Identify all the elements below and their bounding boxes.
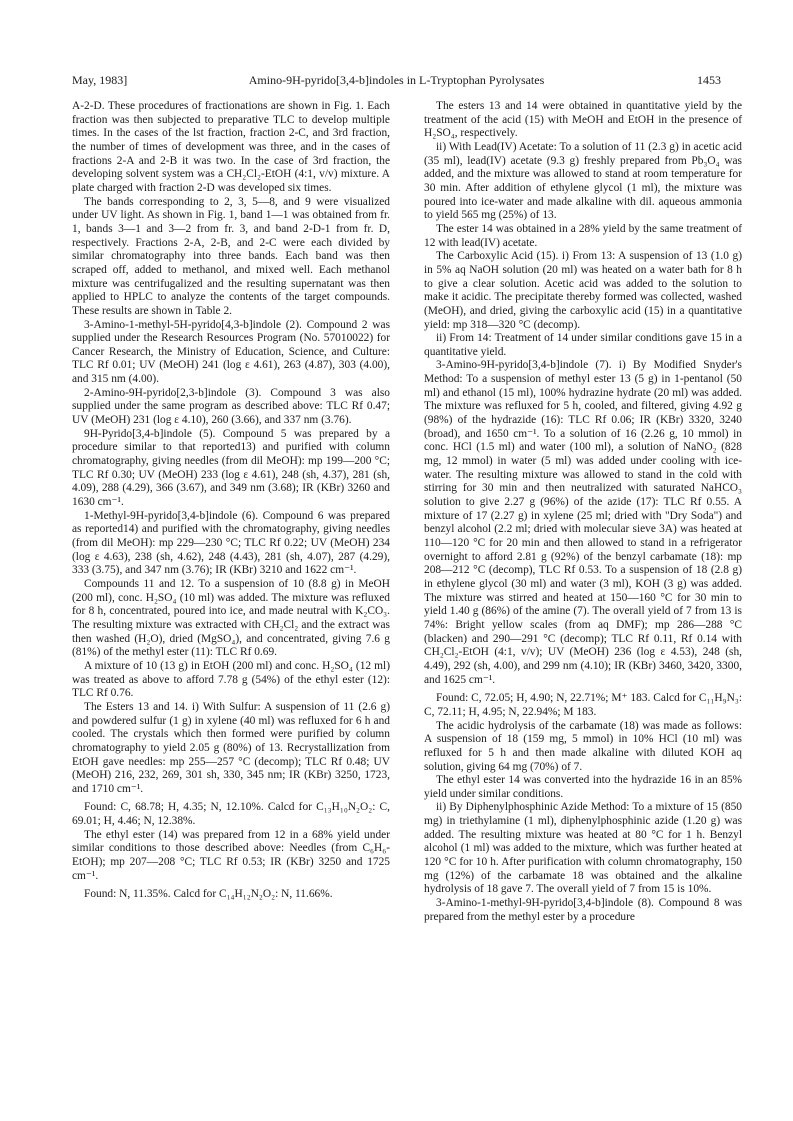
paragraph: The ester 14 was obtained in a 28% yield by the same treatment of 12 with lead(IV) acetate. <box>424 222 742 249</box>
paragraph: 3-Amino-1-methyl-9H-pyrido[3,4-b]indole (8). Compound 8 was prepared from the methyl ester by a procedure <box>424 897 742 923</box>
paragraph: ii) From 14: Treatment of 14 under similar conditions gave 15 in a quantitative yield. <box>424 332 742 358</box>
paragraph: The ethyl ester (14) was prepared from 12 in a 68% yield under similar conditions to those described above: Needles (from C₆H₆-EtOH); mp 207—208 °C; TLC Rf 0.53; IR (KBr) 3250 and 1725 cm⁻¹. <box>72 828 390 882</box>
paragraph: 1-Methyl-9H-pyrido[3,4-b]indole (6). Compound 6 was prepared as reported14) and purified with the chromatography, giving needles (from dil MeOH): mp 229—230 °C; TLC Rf 0.22; UV (MeOH) 234 (log ε 4.63), 238 (sh, 4.62), 248 (4.43), 281 (sh, 4.07), 287 (4.29), 333 (3.75), and 347 nm (3.76); IR (KBr) 3210 and 1622 cm⁻¹. <box>72 509 390 577</box>
page-number: 1453 <box>697 73 721 87</box>
paragraph: The Carboxylic Acid (15). i) From 13: A suspension of 13 (1.0 g) in 5% aq NaOH solution (20 ml) was heated on a water bath for 8 h to give a clear solution. Acetic acid was added to the solution to make it acidic. The precipitate thereby formed was collected, washed (MeOH), and dried, giving the carboxylic acid (15) in a quantitative yield: mp 318—320 °C (decomp). <box>424 250 742 331</box>
analysis-line: Found: C, 72.05; H, 4.90; N, 22.71%; M⁺ 183. Calcd for C₁₁H₉N₃: C, 72.11; H, 4.95; N, 22.94%; M 183. <box>424 692 742 718</box>
paragraph: 3-Amino-9H-pyrido[3,4-b]indole (7). i) By Modified Snyder's Method: To a suspension of methyl ester 13 (5 g) in 1-pentanol (50 ml) and ethanol (15 ml), 100% hydrazine hydrate (20 ml) was added. The mixture was refluxed for 5 h, cooled, and filtered, giving 4.92 g (98%) of the hydrazide (16): TLC Rf 0.06; IR (KBr) 3320, 3240 (broad), and 1650 cm⁻¹. To a solution of 16 (2.26 g, 10 mmol) in conc. HCl (1.5 ml) and water (100 ml), a solution of NaNO₂ (828 mg, 12 mmol) in water (5 ml) was added under cooling with ice-water. The resulting mixture was allowed to stand in the cold with stirring for 30 min and then neutralized with saturated NaHCO₃ solution to give 2.27 g (96%) of the azide (17): TLC Rf 0.55. A mixture of 17 (2.27 g) in xylene (25 ml; dried with "Dry Soda") and benzyl alcohol (2.2 ml; dried with molecular sieve 3A) was heated at 110—120 °C for 20 min and then allowed to stand in a refrigerator overnight to afford 2.81 g (92%) of the benzyl carbamate (18): mp 208—212 °C (decomp), TLC Rf 0.53. To a suspension of 18 (2.8 g) in ethylene glycol (30 ml) and water (3 ml), KOH (3 g) was added. The mixture was stirred and heated at 150—160 °C for 30 min to yield 1.40 g (86%) of the amine (7). The overall yield of 7 from 13 is 74%: Bright yellow scales (from aq DMF); mp 286—288 °C (blacken) and 290—291 °C (decomp); TLC Rf 0.11, Rf 0.14 with CH₂Cl₂-EtOH (4:1, v/v); UV (MeOH) 236 (log ε 4.53), 248 (sh, 4.49), 292 (sh, 4.00), and 299 nm (4.10); IR (KBr) 3460, 3420, 3300, and 1625 cm⁻¹. <box>424 359 742 686</box>
analysis-line: Found: C, 68.78; H, 4.35; N, 12.10%. Calcd for C₁₃H₁₀N₂O₂: C, 69.01; H, 4.46; N, 12.38%. <box>72 801 390 828</box>
paragraph: ii) With Lead(IV) Acetate: To a solution of 11 (2.3 g) in acetic acid (35 ml), lead(IV) acetate (9.3 g) freshly prepared from Pb₃O₄ was added, and the mixture was allowed to stand at room temperature for 30 min. After addition of ethylene glycol (1 ml), the mixture was poured into ice-water and made alkaline with dil. aqueous ammonia to yield 565 mg (25%) of 13. <box>424 140 742 222</box>
header-date: May, 1983] <box>72 73 128 87</box>
header-title: Amino-9H-pyrido[3,4-b]indoles in L-Tryptophan Pyrolysates <box>248 73 545 87</box>
paragraph: A-2-D. These procedures of fractionations are shown in Fig. 1. Each fraction was then subjected to preparative TLC to develop multiple times. In the cases of the lst fraction, fraction 2-C, and 3rd fraction, the number of times of development was three, and in the cases of fractions 2-A and 2-B it was two. In the case of 3rd fraction, the developing solvent system was a CH₂Cl₂-EtOH (4:1, v/v) mixture. A plate charged with fraction 2-D was developed six times. <box>72 100 390 194</box>
paragraph: The acidic hydrolysis of the carbamate (18) was made as follows: A suspension of 18 (159 mg, 5 mmol) in 10% HCl (10 ml) was refluxed for 5 h and then made alkaline with diluted KOH aq solution, giving 64 mg (70%) of 7. <box>424 719 742 773</box>
paragraph: 3-Amino-1-methyl-5H-pyrido[4,3-b]indole (2). Compound 2 was supplied under the Research Resources Program (No. 57010022) for Cancer Research, the Ministry of Education, Science, and Culture: TLC Rf 0.01; UV (MeOH) 241 (log ε 4.61), 263 (4.87), 303 (4.00), and 315 nm (4.00). <box>72 318 390 386</box>
paragraph: 2-Amino-9H-pyrido[2,3-b]indole (3). Compound 3 was also supplied under the same program as described above: TLC Rf 0.47; UV (MeOH) 231 (log ε 4.10), 260 (3.66), and 337 nm (3.76). <box>72 386 390 427</box>
paragraph: The ethyl ester 14 was converted into the hydrazide 16 in an 85% yield under similar conditions. <box>424 774 742 800</box>
paragraph: ii) By Diphenylphosphinic Azide Method: To a mixture of 15 (850 mg) in triethylamine (1 ml), diphenylphosphinic azide (1.20 g) was added. The resulting mixture was heated at 80 °C for 1 h. Benzyl alcohol (1 ml) was added to the mixture, which was further heated at 120 °C for 10 h. After purification with column chromatography, 150 mg (12%) of the carbamate 18 was obtained and the alkaline hydrolysis of 18 gave 7. The overall yield of 7 from 15 is 10%. <box>424 801 742 896</box>
left-column <box>72 100 390 902</box>
paragraph: Compounds 11 and 12. To a suspension of 10 (8.8 g) in MeOH (200 ml), conc. H₂SO₄ (10 ml) was added. The mixture was refluxed for 8 h, concentrated, poured into ice, and made neutral with K₂CO₃. The resulting mixture was extracted with CH₂Cl₂ and the extract was then washed (H₂O), dried (MgSO₄), and concentrated, giving 7.6 g (81%) of the methyl ester (11): TLC Rf 0.69. <box>72 577 390 659</box>
running-header <box>72 72 721 88</box>
paragraph: A mixture of 10 (13 g) in EtOH (200 ml) and conc. H₂SO₄ (12 ml) was treated as above to afford 7.78 g (54%) of the ethyl ester (12): TLC Rf 0.76. <box>72 659 390 700</box>
paragraph: 9H-Pyrido[3,4-b]indole (5). Compound 5 was prepared by a procedure similar to that reported13) and purified with column chromatography, giving needles (from dil MeOH): mp 199—200 °C; TLC Rf 0.30; UV (MeOH) 233 (log ε 4.61), 248 (sh, 4.37), 281 (sh, 4.09), 288 (4.29), 366 (3.67), and 349 nm (3.68); IR (KBr) 3260 and 1630 cm⁻¹. <box>72 427 390 509</box>
paragraph: The esters 13 and 14 were obtained in quantitative yield by the treatment of the acid (15) with MeOH and EtOH in the presence of H₂SO₄, respectively. <box>424 100 742 140</box>
analysis-line: Found: N, 11.35%. Calcd for C₁₄H₁₂N₂O₂: N, 11.66%. <box>84 888 333 901</box>
paragraph: The Esters 13 and 14. i) With Sulfur: A suspension of 11 (2.6 g) and powdered sulfur (1 g) in xylene (40 ml) was refluxed for 6 h and cooled. The crystals which then formed were purified by column chromatography to yield 2.05 g (80%) of 13. Recrystallization from EtOH gave needles: mp 255—257 °C (decomp); TLC Rf 0.48; UV (MeOH) 216, 232, 269, 301 sh, 330, 345 nm; IR (KBr) 3250, 1723, and 1710 cm⁻¹. <box>72 700 390 795</box>
paragraph: The bands corresponding to 2, 3, 5—8, and 9 were visualized under UV light. As shown in Fig. 1, band 1—1 was obtained from fr. 1, bands 3—1 and 3—2 from fr. 3, and band 2-D-1 from fr. D, respectively. Fractions 2-A, 2-B, and 2-C were each divided by similar chromatography into three bands. Each band was then scraped off, added to methanol, and mixed well. Each methanol mixture was centrifugalized and the resulting supernatant was then applied to HPLC to analyze the contents of the target compounds. These results are shown in Table 2. <box>72 195 390 317</box>
right-column <box>424 100 742 924</box>
